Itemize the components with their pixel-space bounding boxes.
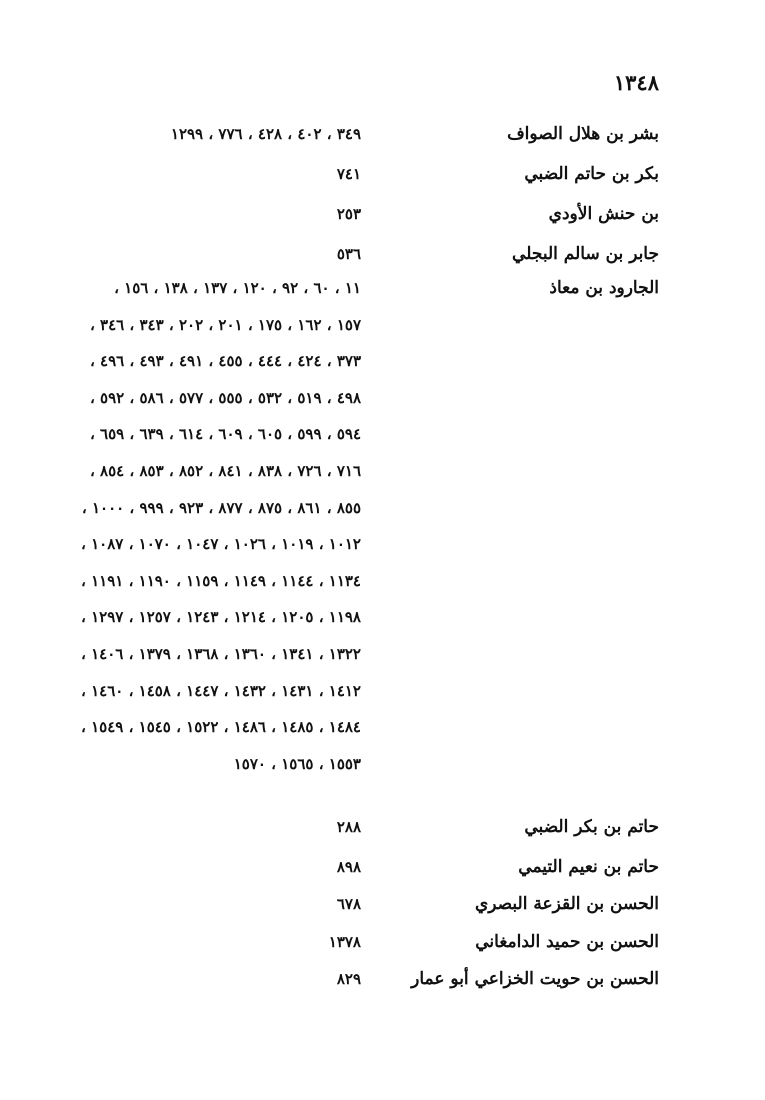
reference-line: ٨٥٥ ، ٨٦١ ، ٨٧٥ ، ٨٧٧ ، ٩٢٣ ، ٩٩٩ ، ١٠٠٠ ،: [81, 498, 361, 517]
entry-name: بن حنش الأودي: [548, 204, 659, 224]
entry-references: [61, 886, 361, 923]
reference-line: ١١ ، ٦٠ ، ٩٢ ، ١٢٠ ، ١٣٧ ، ١٣٨ ، ١٥٦ ،: [114, 279, 361, 297]
entry-name: حاتم بن نعيم التيمي: [518, 857, 659, 877]
entry-name: حاتم بن بكر الضبي: [524, 817, 659, 837]
reference-line: ٢٥٣: [336, 205, 361, 223]
entry-name: الحسن بن حويت الخزاعي أبو عمار: [411, 969, 659, 989]
entry-references: [61, 270, 361, 782]
reference-line: ١٥٧ ، ١٦٢ ، ١٧٥ ، ٢٠١ ، ٢٠٢ ، ٣٤٣ ، ٣٤٦ ،: [89, 315, 361, 334]
reference-line: ٥٩٤ ، ٥٩٩ ، ٦٠٥ ، ٦٠٩ ، ٦١٤ ، ٦٣٩ ، ٦٥٩ ،: [89, 425, 361, 444]
reference-line: ٧٤١: [336, 165, 361, 183]
entry-name: الجارود بن معاذ: [549, 278, 659, 298]
page-number: ١٣٤٨: [613, 70, 659, 95]
entry-name: جابر بن سالم البجلي: [512, 244, 659, 264]
entry-name: الحسن بن القزعة البصري: [474, 894, 659, 914]
reference-line: ٥٣٦: [336, 245, 361, 263]
entry-references: [61, 849, 361, 886]
reference-line: ٤٩٨ ، ٥١٩ ، ٥٣٢ ، ٥٥٥ ، ٥٧٧ ، ٥٨٦ ، ٥٩٢ ،: [89, 388, 361, 407]
entry-references: [61, 156, 361, 193]
entry-references: [61, 116, 361, 153]
reference-line: ١٤٨٤ ، ١٤٨٥ ، ١٤٨٦ ، ١٥٢٢ ، ١٥٤٥ ، ١٥٤٩ ،: [81, 718, 361, 737]
reference-line: ١٤١٢ ، ١٤٣١ ، ١٤٣٢ ، ١٤٤٧ ، ١٤٥٨ ، ١٤٦٠ ،: [81, 681, 361, 700]
reference-line: ٨٢٩: [336, 970, 361, 988]
reference-line: ١٠١٢ ، ١٠١٩ ، ١٠٢٦ ، ١٠٤٧ ، ١٠٧٠ ، ١٠٨٧ ،: [81, 535, 361, 554]
entry-name: بشر بن هلال الصواف: [507, 124, 659, 144]
entry-references: [61, 924, 361, 961]
entry-references: [61, 236, 361, 273]
reference-line: ١٥٥٣ ، ١٥٦٥ ، ١٥٧٠: [233, 754, 361, 773]
entry-name: الحسن بن حميد الدامغاني: [475, 932, 659, 952]
entry-references: [61, 809, 361, 846]
entry-references: [61, 196, 361, 233]
reference-line: ١٣٢٢ ، ١٣٤١ ، ١٣٦٠ ، ١٣٦٨ ، ١٣٧٩ ، ١٤٠٦ ،: [81, 644, 361, 663]
reference-line: ٣٧٣ ، ٤٢٤ ، ٤٤٤ ، ٤٥٥ ، ٤٩١ ، ٤٩٣ ، ٤٩٦ ،: [89, 352, 361, 371]
reference-line: ٣٤٩ ، ٤٠٢ ، ٤٢٨ ، ٧٧٦ ، ١٢٩٩: [170, 125, 361, 143]
entry-name: بكر بن حاتم الضبي: [524, 164, 659, 184]
reference-line: ٧١٦ ، ٧٢٦ ، ٨٣٨ ، ٨٤١ ، ٨٥٢ ، ٨٥٣ ، ٨٥٤ ،: [89, 461, 361, 480]
reference-line: ٨٩٨: [336, 858, 361, 876]
reference-line: ٢٨٨: [336, 818, 361, 836]
reference-line: ١١٣٤ ، ١١٤٤ ، ١١٤٩ ، ١١٥٩ ، ١١٩٠ ، ١١٩١ ،: [81, 571, 361, 590]
reference-line: ١١٩٨ ، ١٢٠٥ ، ١٢١٤ ، ١٢٤٣ ، ١٢٥٧ ، ١٢٩٧ ،: [81, 608, 361, 627]
reference-line: ١٣٧٨: [328, 933, 361, 951]
entry-references: [61, 961, 361, 998]
reference-line: ٦٧٨: [336, 895, 361, 913]
